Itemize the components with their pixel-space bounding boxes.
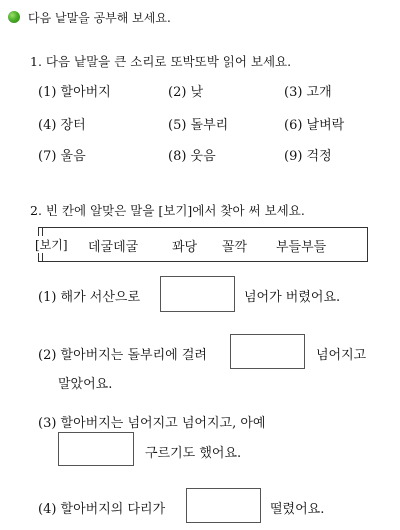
green-bullet-icon: [8, 11, 20, 23]
sentence-4-before: (4) 할아버지의 다리가: [38, 502, 166, 517]
answer-box-3[interactable]: [58, 432, 134, 466]
sentence-2-after: 넘어지고: [316, 348, 367, 363]
bogi-word: 데굴데굴: [88, 240, 139, 255]
section-header: [8, 8, 171, 26]
word-item: (8) 웃음: [168, 149, 216, 164]
question-1-title: 1. 다음 낱말을 큰 소리로 또박또박 읽어 보세요.: [30, 54, 292, 69]
sentence-2-line2: 말았어요.: [58, 377, 113, 392]
word-item: (6) 날벼락: [284, 118, 345, 133]
sentence-1-after: 넘어가 버렸어요.: [244, 290, 341, 305]
answer-box-4[interactable]: [186, 488, 261, 523]
bogi-label: [보기]: [35, 238, 68, 252]
sentence-4-after: 떨렸어요.: [270, 502, 325, 517]
sentence-3-line1: (3) 할아버지는 넘어지고 넘어지고, 아예: [38, 416, 266, 431]
word-item: (4) 장터: [38, 118, 86, 133]
sentence-2-before: (2) 할아버지는 돌부리에 걸려: [38, 348, 207, 363]
sentence-3-after: 구르기도 했어요.: [145, 446, 242, 461]
word-item: (2) 낮: [168, 85, 204, 100]
word-item: (5) 돌부리: [168, 118, 229, 133]
bogi-word: 부들부들: [276, 240, 327, 255]
word-item: (7) 울음: [38, 149, 86, 164]
word-item: (9) 걱정: [284, 149, 332, 164]
bogi-word: 꼴깍: [222, 240, 248, 255]
answer-box-2[interactable]: [230, 334, 305, 369]
word-item: (1) 할아버지: [38, 85, 111, 100]
header-text: 다음 낱말을 공부해 보세요.: [28, 10, 171, 25]
sentence-1-before: (1) 해가 서산으로: [38, 290, 141, 305]
answer-box-1[interactable]: [160, 276, 235, 312]
question-2-title: 2. 빈 칸에 알맞은 말을 [보기]에서 찾아 써 보세요.: [30, 203, 305, 218]
word-item: (3) 고개: [284, 85, 332, 100]
bogi-word: 꽈당: [172, 240, 198, 255]
